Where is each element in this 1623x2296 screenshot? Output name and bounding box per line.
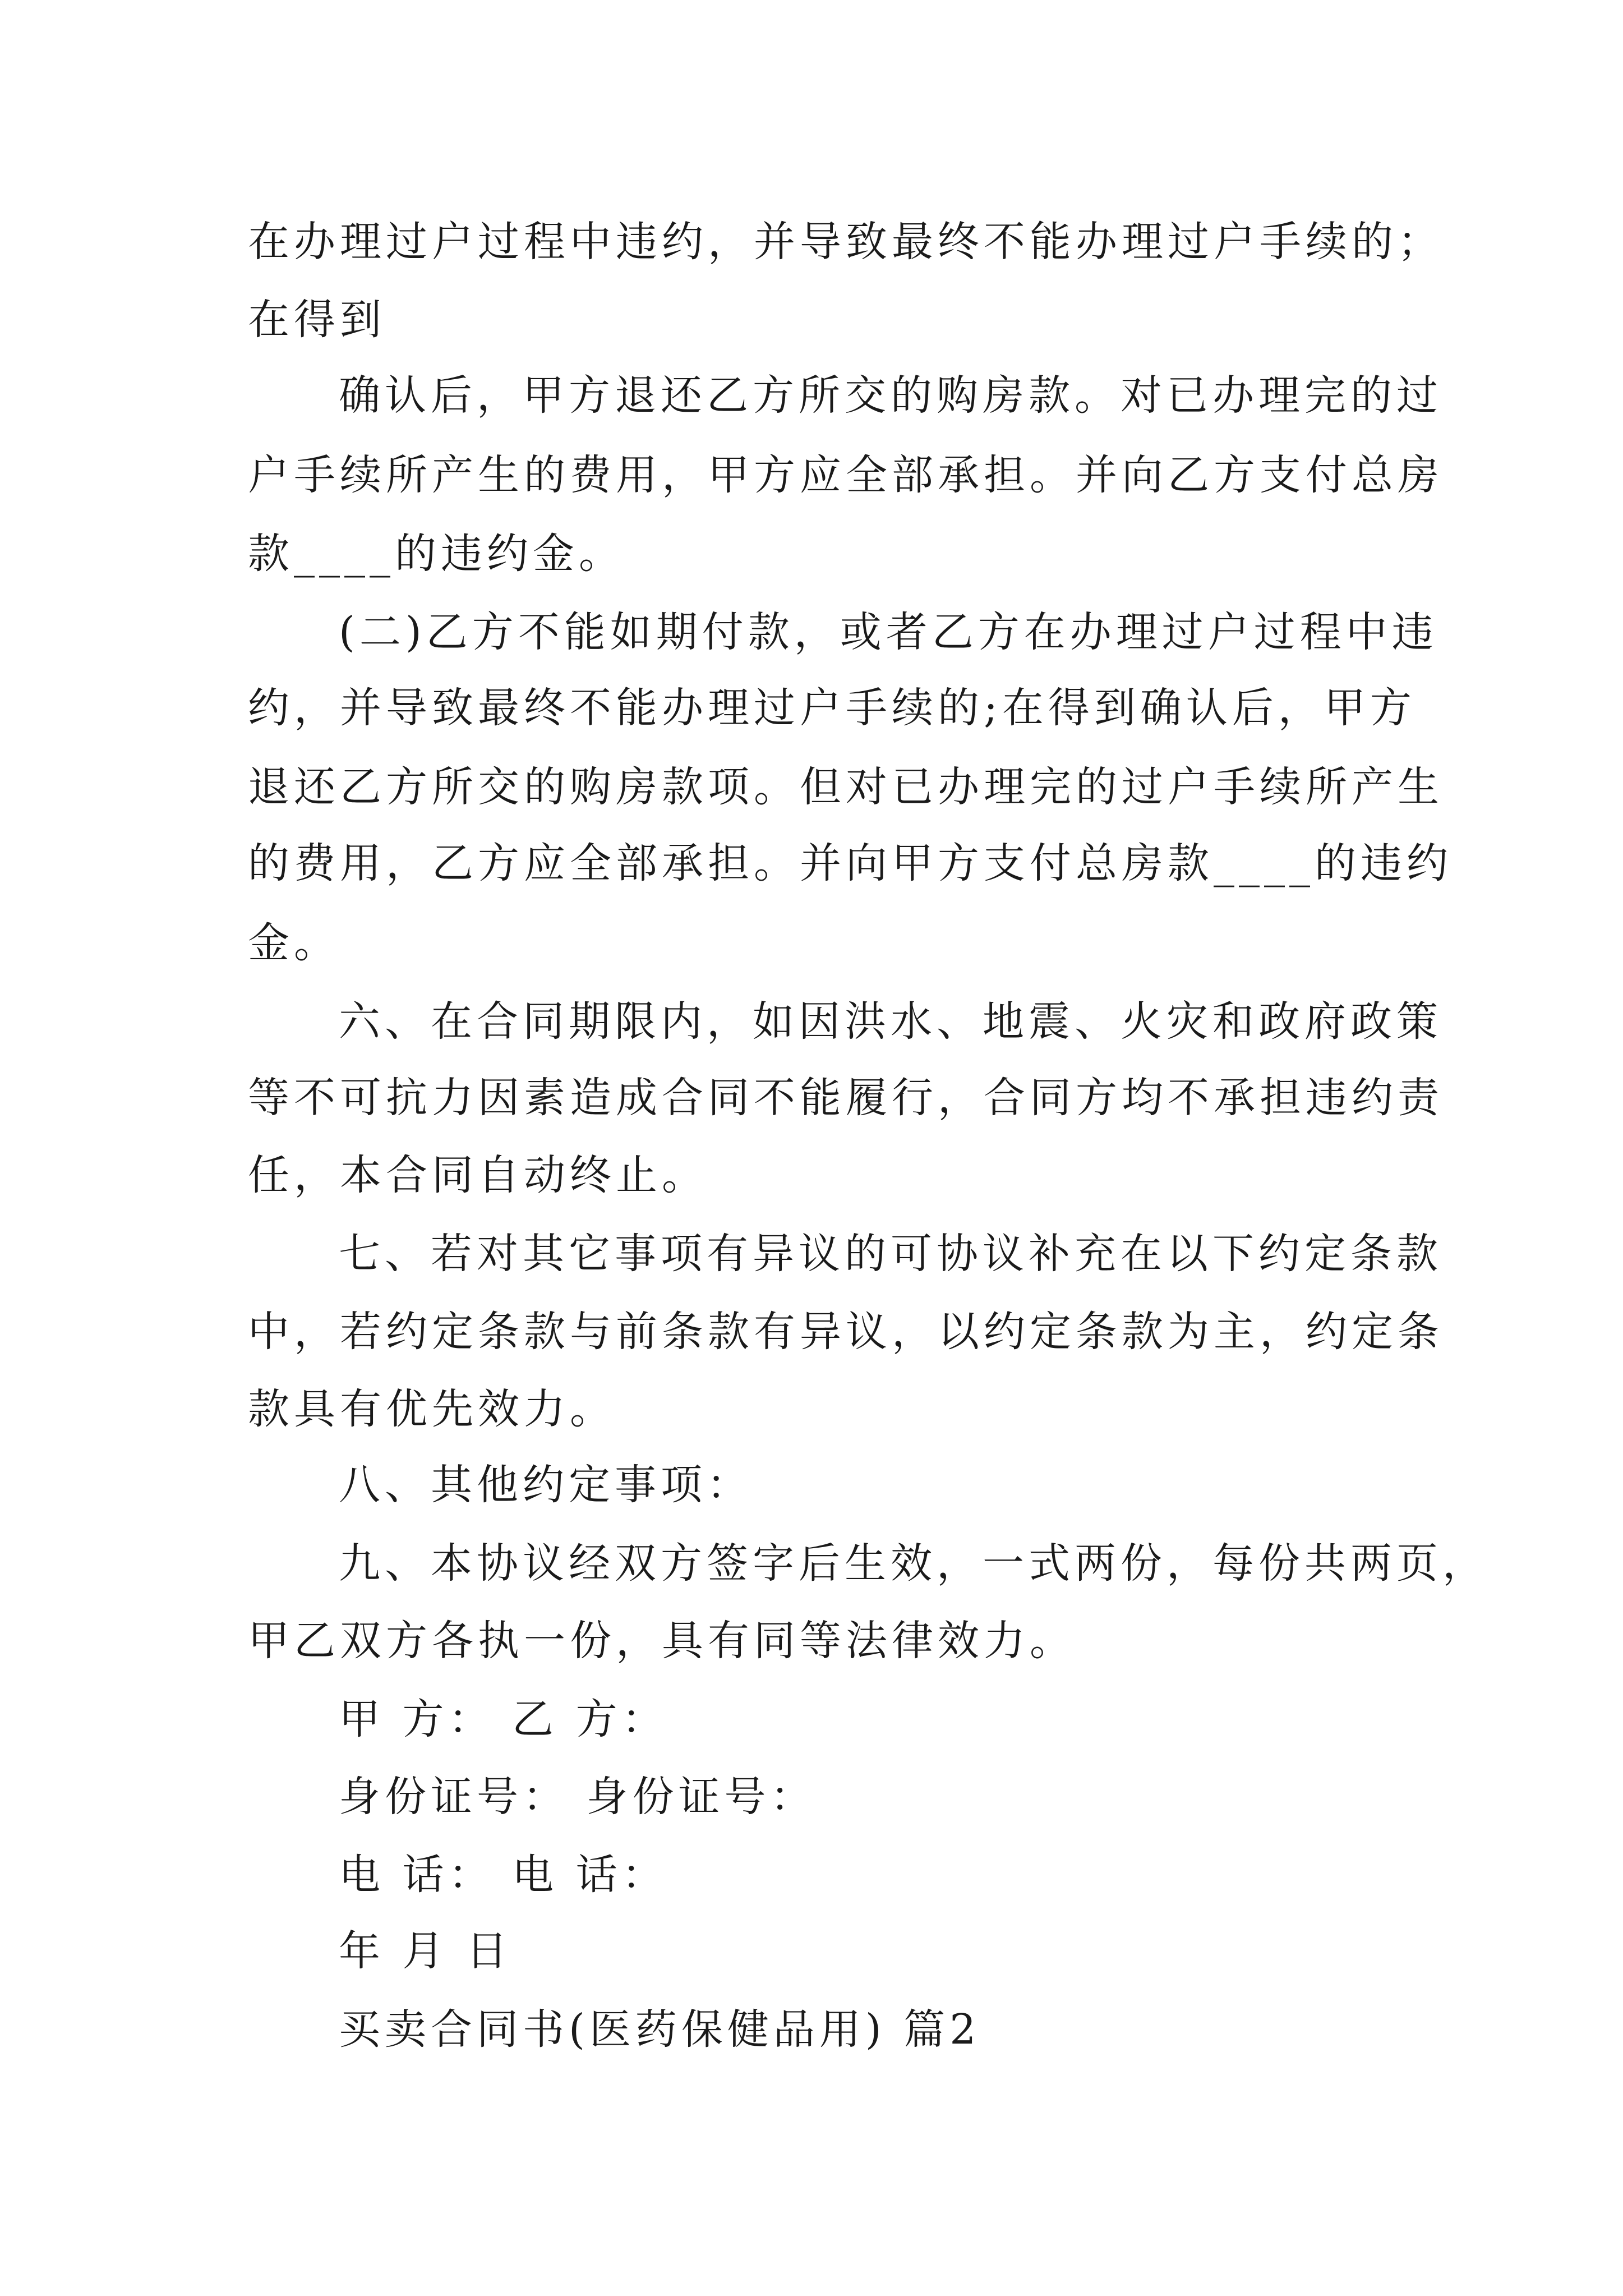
text-line: 款具有优先效力。 bbox=[248, 1385, 616, 1433]
id-number-label-line: 身份证号： 身份证号： bbox=[339, 1773, 817, 1821]
text-line: 约，并导致最终不能办理过户手续的;在得到确认后，甲方 bbox=[248, 684, 1416, 732]
text-line: 七、若对其它事项有异议的可协议补充在以下约定条款 bbox=[339, 1230, 1442, 1278]
text-line: 任，本合同自动终止。 bbox=[248, 1151, 708, 1199]
phone-label-line: 电 话： 电 话： bbox=[339, 1851, 668, 1899]
text-line: 的费用，乙方应全部承担。并向甲方支付总房款____的违约 bbox=[248, 839, 1453, 887]
text-line: 在办理过户过程中违约，并导致最终不能办理过户手续的； bbox=[248, 218, 1444, 266]
date-line: 年 月 日 bbox=[339, 1927, 513, 1975]
text-line: 甲乙双方各执一份，具有同等法律效力。 bbox=[248, 1617, 1076, 1665]
text-line: 八、其他约定事项： bbox=[339, 1461, 753, 1509]
party-label-line: 甲 方： 乙 方： bbox=[339, 1695, 668, 1743]
text-line: 在得到 bbox=[248, 296, 386, 344]
text-line: 金。 bbox=[248, 919, 340, 967]
section-heading: 买卖合同书(医药保健品用) 篇2 bbox=[339, 2005, 981, 2054]
text-line: 等不可抗力因素造成合同不能履行，合同方均不承担违约责 bbox=[248, 1074, 1444, 1122]
text-line: 六、在合同期限内，如因洪水、地震、火灾和政府政策 bbox=[339, 997, 1442, 1046]
text-line: 九、本协议经双方签字后生效，一式两份，每份共两页， bbox=[339, 1539, 1488, 1588]
text-line: 款____的违约金。 bbox=[248, 530, 625, 578]
text-line: 户手续所产生的费用，甲方应全部承担。并向乙方支付总房 bbox=[248, 451, 1444, 499]
text-line: (二)乙方不能如期付款，或者乙方在办理过户过程中违 bbox=[339, 608, 1438, 656]
text-line: 退还乙方所交的购房款项。但对已办理完的过户手续所产生 bbox=[248, 763, 1444, 811]
text-line: 确认后，甲方退还乙方所交的购房款。对已办理完的过 bbox=[339, 371, 1442, 420]
text-line: 中，若约定条款与前条款有异议，以约定条款为主，约定条 bbox=[248, 1308, 1444, 1356]
